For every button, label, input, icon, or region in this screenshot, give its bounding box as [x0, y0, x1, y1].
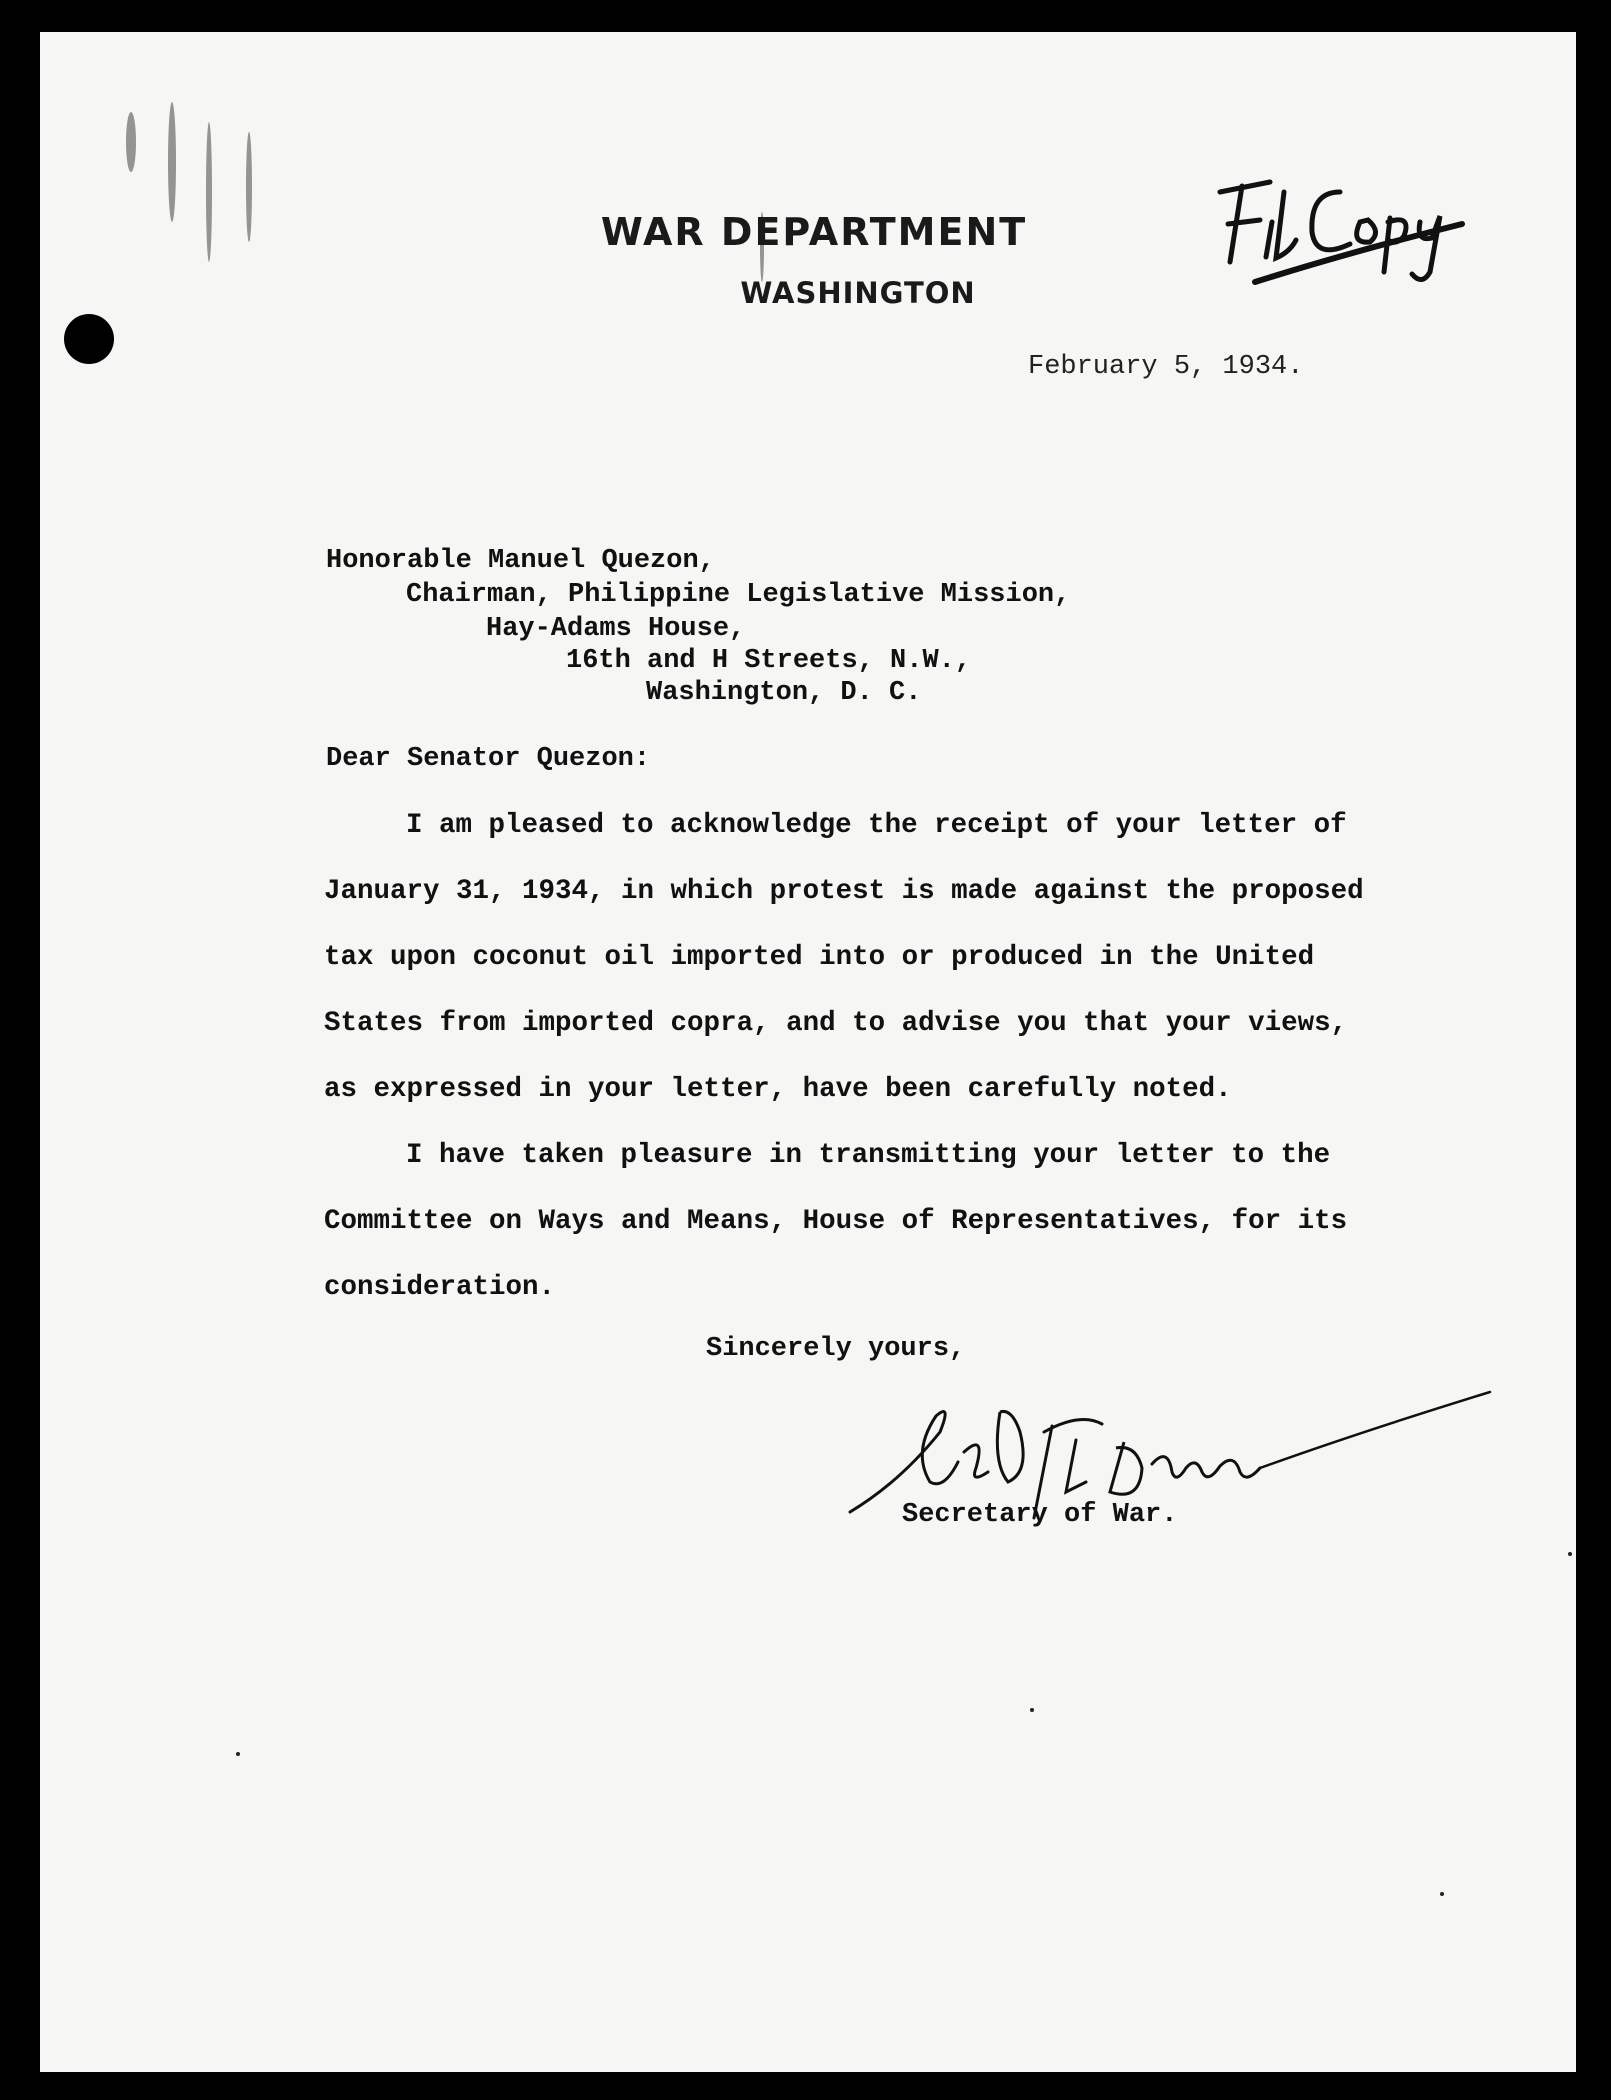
- letter-date: February 5, 1934.: [1028, 352, 1304, 382]
- speck: [1440, 1892, 1444, 1896]
- recipient-name: Honorable Manuel Quezon,: [326, 546, 715, 576]
- recipient-city: Washington, D. C.: [646, 678, 922, 708]
- salutation: Dear Senator Quezon:: [326, 744, 651, 774]
- punch-hole: [64, 314, 114, 364]
- recipient-street: 16th and H Streets, N.W.,: [566, 646, 972, 676]
- smudge-mark: [126, 112, 136, 172]
- body-line: States from imported copra, and to advise you that your views,: [324, 1008, 1348, 1039]
- body-line: consideration.: [324, 1272, 556, 1303]
- closing: Sincerely yours,: [706, 1334, 966, 1364]
- letter-page: [40, 32, 1576, 2072]
- body-line: I am pleased to acknowledge the receipt of your letter of: [406, 810, 1347, 841]
- speck: [1568, 1552, 1572, 1556]
- letterhead-city: WASHINGTON: [740, 276, 976, 310]
- speck: [236, 1752, 240, 1756]
- speck: [1030, 1708, 1034, 1712]
- recipient-title: Chairman, Philippine Legislative Mission,: [406, 580, 1071, 610]
- signer-title: Secretary of War.: [902, 1500, 1178, 1530]
- body-line: I have taken pleasure in transmitting your letter to the: [406, 1140, 1331, 1171]
- recipient-building: Hay-Adams House,: [486, 614, 746, 644]
- smudge-mark: [168, 102, 176, 222]
- body-line: tax upon coconut oil imported into or produced in the United: [324, 942, 1315, 973]
- body-line: January 31, 1934, in which protest is made against the proposed: [324, 876, 1364, 907]
- letterhead-department: WAR DEPARTMENT: [600, 210, 1028, 254]
- body-line: as expressed in your letter, have been carefully noted.: [324, 1074, 1232, 1105]
- body-line: Committee on Ways and Means, House of Representatives, for its: [324, 1206, 1348, 1237]
